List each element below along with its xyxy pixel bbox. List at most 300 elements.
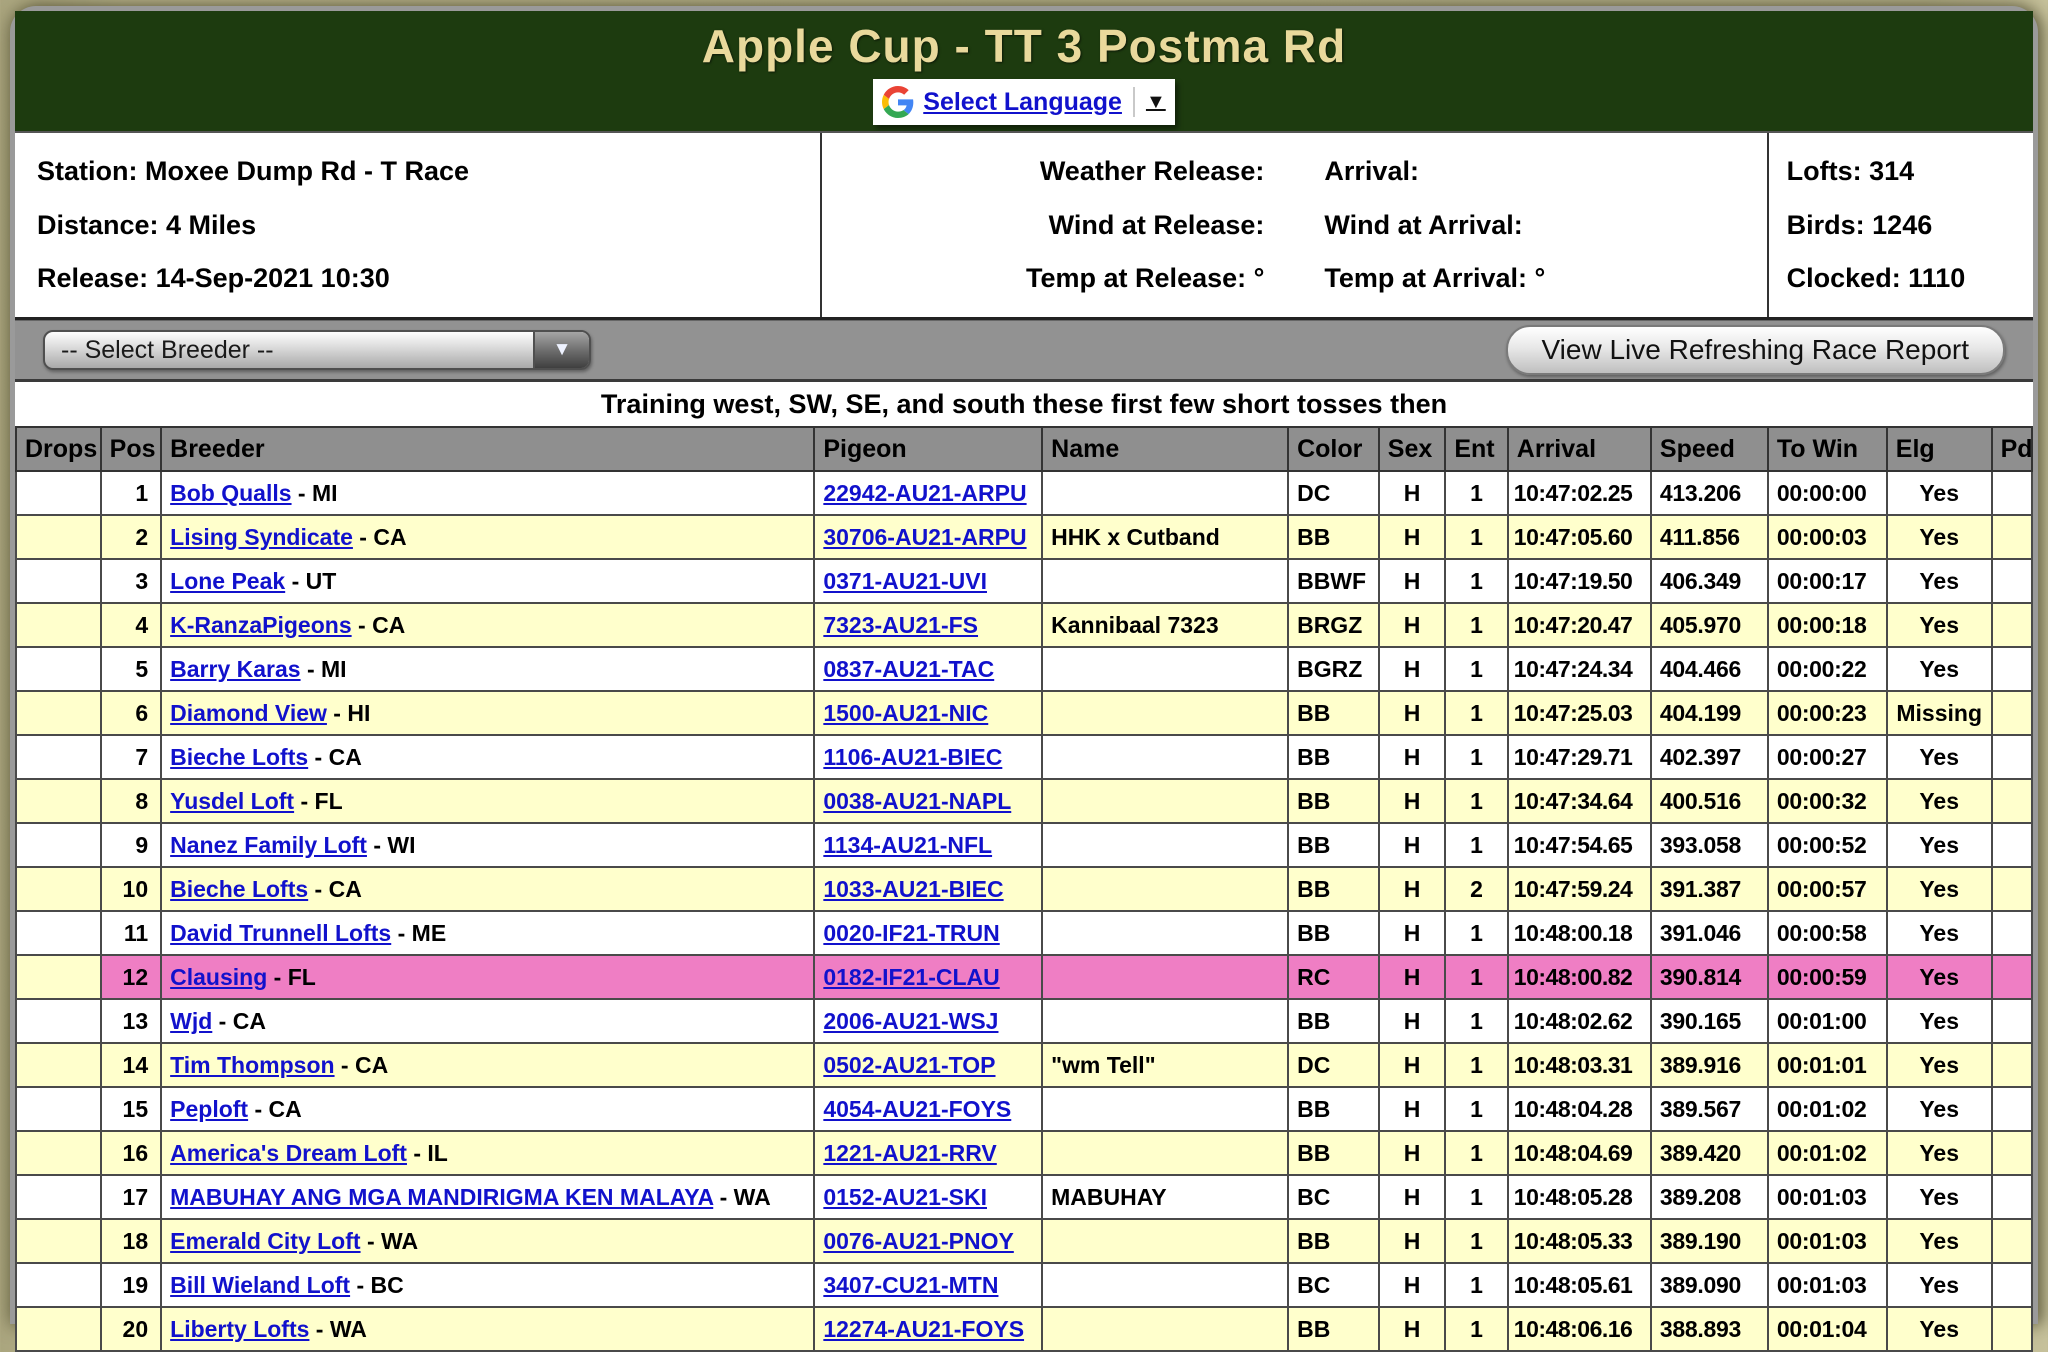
cell-ent: 1 <box>1445 691 1507 735</box>
cell-name <box>1042 911 1288 955</box>
cell-breeder <box>161 867 814 911</box>
cell-ent: 1 <box>1445 823 1507 867</box>
cell-elg: Yes <box>1887 515 1992 559</box>
cell-sex: H <box>1379 1043 1446 1087</box>
cell-color: BB <box>1288 1087 1379 1131</box>
cell-color: BGRZ <box>1288 647 1379 691</box>
breeder-link[interactable]: Clausing <box>170 963 268 990</box>
cell-pigeon <box>814 1263 1042 1307</box>
cell-pd <box>1992 999 2032 1043</box>
table-row <box>16 779 2032 823</box>
cell-drops <box>16 1131 101 1175</box>
cell-speed: 393.058 <box>1651 823 1768 867</box>
breeder-link[interactable]: Bieche Lofts <box>170 875 309 902</box>
cell-ent: 1 <box>1445 1087 1507 1131</box>
cell-pigeon <box>814 955 1042 999</box>
cell-name <box>1042 823 1288 867</box>
pigeon-link[interactable]: 0020-IF21-TRUN <box>823 919 1000 946</box>
station-info-panel <box>15 133 822 317</box>
cell-pigeon <box>814 647 1042 691</box>
cell-pd <box>1992 647 2032 691</box>
cell-name <box>1042 735 1288 779</box>
cell-breeder <box>161 1087 814 1131</box>
cell-pigeon <box>814 1043 1042 1087</box>
cell-color: BB <box>1288 1131 1379 1175</box>
breeder-link[interactable]: Lising Syndicate <box>170 523 353 550</box>
breeder-state: - WA <box>713 1183 771 1210</box>
cell-towin: 00:01:03 <box>1768 1219 1887 1263</box>
cell-drops <box>16 823 101 867</box>
breeder-state: - CA <box>212 1007 266 1034</box>
cell-towin: 00:00:23 <box>1768 691 1887 735</box>
cell-arrival: 10:47:59.24 <box>1508 867 1651 911</box>
cell-drops <box>16 1263 101 1307</box>
cell-sex: H <box>1379 515 1446 559</box>
cell-pigeon <box>814 779 1042 823</box>
table-row <box>16 1087 2032 1131</box>
cell-breeder <box>161 911 814 955</box>
cell-breeder <box>161 1263 814 1307</box>
breeder-link[interactable]: Bob Qualls <box>170 479 292 506</box>
cell-ent: 1 <box>1445 559 1507 603</box>
cell-elg: Yes <box>1887 735 1992 779</box>
table-row <box>16 911 2032 955</box>
breeder-state: - WA <box>360 1227 419 1254</box>
breeder-link[interactable]: Wjd <box>170 1007 213 1034</box>
cell-name <box>1042 1087 1288 1131</box>
cell-speed: 402.397 <box>1651 735 1768 779</box>
cell-color: BB <box>1288 1219 1379 1263</box>
pigeon-link[interactable]: 30706-AU21-ARPU <box>823 523 1027 550</box>
table-row <box>16 1263 2032 1307</box>
results-tbody <box>16 471 2032 1351</box>
cell-name <box>1042 1219 1288 1263</box>
col-header-towin: To Win <box>1768 427 1887 471</box>
table-row <box>16 1175 2032 1219</box>
cell-arrival: 10:47:24.34 <box>1508 647 1651 691</box>
select-dropdown-arrow-icon[interactable]: ▼ <box>533 332 589 368</box>
cell-sex: H <box>1379 1263 1446 1307</box>
breeder-state: - FL <box>294 787 343 814</box>
cell-sex: H <box>1379 471 1446 515</box>
cell-speed: 404.466 <box>1651 647 1768 691</box>
col-header-pd: Pd <box>1992 427 2032 471</box>
cell-pos: 18 <box>101 1219 161 1263</box>
cell-sex: H <box>1379 999 1446 1043</box>
pigeon-link[interactable]: 0371-AU21-UVI <box>823 567 987 594</box>
cell-speed: 389.420 <box>1651 1131 1768 1175</box>
table-row <box>16 867 2032 911</box>
cell-speed: 405.970 <box>1651 603 1768 647</box>
cell-breeder <box>161 647 814 691</box>
cell-breeder <box>161 999 814 1043</box>
cell-towin: 00:00:27 <box>1768 735 1887 779</box>
cell-name <box>1042 1307 1288 1351</box>
cell-pd <box>1992 559 2032 603</box>
breeder-state: - CA <box>308 875 362 902</box>
cell-arrival: 10:47:02.25 <box>1508 471 1651 515</box>
breeder-link[interactable]: Yusdel Loft <box>170 787 295 814</box>
col-header-name: Name <box>1042 427 1288 471</box>
weather-arrival-label: Arrival: <box>1324 155 1419 186</box>
col-header-color: Color <box>1288 427 1379 471</box>
pigeon-link[interactable]: 0038-AU21-NAPL <box>823 787 1012 814</box>
pigeon-link[interactable]: 0502-AU21-TOP <box>823 1051 996 1078</box>
cell-pigeon <box>814 1307 1042 1351</box>
cell-pd <box>1992 603 2032 647</box>
breeder-link[interactable]: Peploft <box>170 1095 249 1122</box>
cell-color: BC <box>1288 1263 1379 1307</box>
view-live-report-button[interactable] <box>1506 325 2005 375</box>
cell-ent: 1 <box>1445 779 1507 823</box>
cell-towin: 00:00:03 <box>1768 515 1887 559</box>
cell-ent: 1 <box>1445 999 1507 1043</box>
cell-pigeon <box>814 559 1042 603</box>
cell-ent: 1 <box>1445 1219 1507 1263</box>
cell-pigeon <box>814 867 1042 911</box>
cell-elg: Yes <box>1887 647 1992 691</box>
pigeon-link[interactable]: 1221-AU21-RRV <box>823 1139 997 1166</box>
cell-towin: 00:01:03 <box>1768 1263 1887 1307</box>
cell-arrival: 10:48:00.82 <box>1508 955 1651 999</box>
col-header-pos: Pos <box>101 427 161 471</box>
cell-color: BB <box>1288 691 1379 735</box>
cell-arrival: 10:48:04.28 <box>1508 1087 1651 1131</box>
breeder-state: - CA <box>308 743 362 770</box>
pigeon-link[interactable]: 0837-AU21-TAC <box>823 655 995 682</box>
cell-color: BB <box>1288 1307 1379 1351</box>
cell-name: "wm Tell" <box>1042 1043 1288 1087</box>
cell-speed: 406.349 <box>1651 559 1768 603</box>
breeder-state: - MI <box>291 479 338 506</box>
cell-ent: 1 <box>1445 603 1507 647</box>
cell-pos: 9 <box>101 823 161 867</box>
table-row <box>16 603 2032 647</box>
cell-elg: Missing <box>1887 691 1992 735</box>
cell-pigeon <box>814 999 1042 1043</box>
table-row <box>16 1043 2032 1087</box>
cell-color: BBWF <box>1288 559 1379 603</box>
cell-sex: H <box>1379 1087 1446 1131</box>
cell-pd <box>1992 515 2032 559</box>
breeder-state: - CA <box>352 523 407 550</box>
cell-arrival: 10:48:06.16 <box>1508 1307 1651 1351</box>
cell-arrival: 10:47:19.50 <box>1508 559 1651 603</box>
cell-speed: 391.387 <box>1651 867 1768 911</box>
cell-drops <box>16 735 101 779</box>
breeder-state: - CA <box>248 1095 302 1122</box>
cell-towin: 00:00:32 <box>1768 779 1887 823</box>
breeder-link[interactable]: Lone Peak <box>170 567 286 594</box>
cell-speed: 390.165 <box>1651 999 1768 1043</box>
cell-sex: H <box>1379 867 1446 911</box>
results-table <box>15 426 2033 1352</box>
cell-arrival: 10:47:20.47 <box>1508 603 1651 647</box>
cell-drops <box>16 559 101 603</box>
col-header-sex: Sex <box>1379 427 1446 471</box>
breeder-select-value: -- Select Breeder -- <box>61 335 274 364</box>
breeder-state: - MI <box>300 655 347 682</box>
cell-color: BB <box>1288 911 1379 955</box>
cell-arrival: 10:48:03.31 <box>1508 1043 1651 1087</box>
pigeon-link[interactable]: 1033-AU21-BIEC <box>823 875 1004 902</box>
cell-pigeon <box>814 735 1042 779</box>
temp-release-label: Temp at Release: ° <box>1026 263 1265 294</box>
pigeon-link[interactable]: 1134-AU21-NFL <box>823 831 993 858</box>
cell-pd <box>1992 1043 2032 1087</box>
cell-pigeon <box>814 911 1042 955</box>
cell-ent: 1 <box>1445 515 1507 559</box>
pigeon-link[interactable]: 22942-AU21-ARPU <box>823 479 1027 506</box>
breeder-link[interactable]: K-RanzaPigeons <box>170 611 352 638</box>
cell-drops <box>16 1219 101 1263</box>
cell-name <box>1042 955 1288 999</box>
cell-speed: 400.516 <box>1651 779 1768 823</box>
clocked-count: Clocked: 1110 <box>1786 263 1966 294</box>
cell-elg: Yes <box>1887 559 1992 603</box>
breeder-link[interactable]: Nanez Family Loft <box>170 831 367 858</box>
cell-pd <box>1992 1307 2032 1351</box>
cell-color: BB <box>1288 867 1379 911</box>
translate-dropdown-arrow-icon[interactable]: ▼ <box>1145 90 1166 113</box>
cell-pos: 14 <box>101 1043 161 1087</box>
cell-drops <box>16 647 101 691</box>
breeder-link[interactable]: MABUHAY ANG MGA MANDIRIGMA KEN MALAYA <box>170 1183 714 1210</box>
breeder-link[interactable]: America's Dream Loft <box>170 1139 407 1166</box>
cell-drops <box>16 779 101 823</box>
cell-breeder <box>161 515 814 559</box>
cell-name <box>1042 471 1288 515</box>
table-row <box>16 691 2032 735</box>
cell-speed: 389.190 <box>1651 1219 1768 1263</box>
cell-towin: 00:01:02 <box>1768 1087 1887 1131</box>
view-live-report-label: View Live Refreshing Race Report <box>1541 334 1969 365</box>
cell-pd <box>1992 1219 2032 1263</box>
cell-drops <box>16 867 101 911</box>
cell-towin: 00:01:02 <box>1768 1131 1887 1175</box>
cell-name <box>1042 691 1288 735</box>
breeder-link[interactable]: Diamond View <box>170 699 327 726</box>
table-row <box>16 999 2032 1043</box>
table-row <box>16 1131 2032 1175</box>
select-language-link[interactable]: Select Language <box>923 87 1122 116</box>
cell-sex: H <box>1379 603 1446 647</box>
cell-pigeon <box>814 1131 1042 1175</box>
cell-color: BB <box>1288 823 1379 867</box>
cell-pos: 15 <box>101 1087 161 1131</box>
cell-ent: 1 <box>1445 735 1507 779</box>
breeder-link[interactable]: David Trunnell Lofts <box>170 919 392 946</box>
cell-drops <box>16 1087 101 1131</box>
table-row <box>16 1219 2032 1263</box>
col-header-arrival: Arrival <box>1508 427 1651 471</box>
cell-drops <box>16 603 101 647</box>
cell-name <box>1042 999 1288 1043</box>
cell-speed: 389.090 <box>1651 1263 1768 1307</box>
pigeon-link[interactable]: 4054-AU21-FOYS <box>823 1095 1012 1122</box>
cell-speed: 404.199 <box>1651 691 1768 735</box>
cell-sex: H <box>1379 1131 1446 1175</box>
table-row <box>16 471 2032 515</box>
cell-elg: Yes <box>1887 1131 1992 1175</box>
banner <box>15 11 2033 131</box>
breeder-link[interactable]: Liberty Lofts <box>170 1315 310 1342</box>
cell-pos: 16 <box>101 1131 161 1175</box>
google-translate-widget[interactable] <box>873 79 1175 125</box>
cell-breeder <box>161 603 814 647</box>
table-row <box>16 955 2032 999</box>
table-row <box>16 559 2032 603</box>
cell-pd <box>1992 1087 2032 1131</box>
cell-drops <box>16 471 101 515</box>
cell-sex: H <box>1379 955 1446 999</box>
cell-color: DC <box>1288 471 1379 515</box>
cell-name: MABUHAY <box>1042 1175 1288 1219</box>
cell-elg: Yes <box>1887 823 1992 867</box>
col-header-elg: Elg <box>1887 427 1992 471</box>
table-row <box>16 515 2032 559</box>
cell-arrival: 10:48:02.62 <box>1508 999 1651 1043</box>
cell-pd <box>1992 1263 2032 1307</box>
cell-elg: Yes <box>1887 867 1992 911</box>
pigeon-link[interactable]: 0182-IF21-CLAU <box>823 963 1000 990</box>
cell-towin: 00:00:57 <box>1768 867 1887 911</box>
cell-name <box>1042 1263 1288 1307</box>
pigeon-link[interactable]: 3407-CU21-MTN <box>823 1271 999 1298</box>
cell-elg: Yes <box>1887 999 1992 1043</box>
cell-breeder <box>161 1043 814 1087</box>
cell-name <box>1042 559 1288 603</box>
cell-speed: 389.916 <box>1651 1043 1768 1087</box>
cell-pigeon <box>814 515 1042 559</box>
breeder-state: - BC <box>350 1271 404 1298</box>
cell-color: RC <box>1288 955 1379 999</box>
birds-count: Birds: 1246 <box>1786 209 1933 240</box>
cell-drops <box>16 515 101 559</box>
breeder-state: - WI <box>366 831 416 858</box>
cell-sex: H <box>1379 1307 1446 1351</box>
race-info-strip <box>15 131 2033 320</box>
cell-arrival: 10:47:34.64 <box>1508 779 1651 823</box>
cell-elg: Yes <box>1887 1219 1992 1263</box>
cell-speed: 389.208 <box>1651 1175 1768 1219</box>
cell-towin: 00:00:18 <box>1768 603 1887 647</box>
cell-pigeon <box>814 1175 1042 1219</box>
cell-speed: 390.814 <box>1651 955 1768 999</box>
pigeon-link[interactable]: 0076-AU21-PNOY <box>823 1227 1014 1254</box>
cell-sex: H <box>1379 647 1446 691</box>
cell-breeder <box>161 779 814 823</box>
cell-color: BRGZ <box>1288 603 1379 647</box>
cell-towin: 00:00:59 <box>1768 955 1887 999</box>
cell-pd <box>1992 823 2032 867</box>
pigeon-link[interactable]: 12274-AU21-FOYS <box>823 1315 1025 1342</box>
cell-pos: 19 <box>101 1263 161 1307</box>
breeder-link[interactable]: Barry Karas <box>170 655 301 682</box>
cell-sex: H <box>1379 735 1446 779</box>
cell-elg: Yes <box>1887 1087 1992 1131</box>
cell-pos: 17 <box>101 1175 161 1219</box>
pigeon-link[interactable]: 1500-AU21-NIC <box>823 699 989 726</box>
toolbar <box>15 320 2033 382</box>
stats-panel <box>1769 133 2033 317</box>
pigeon-link[interactable]: 7323-AU21-FS <box>823 611 979 638</box>
cell-pigeon <box>814 1219 1042 1263</box>
breeder-link[interactable]: Bieche Lofts <box>170 743 309 770</box>
cell-arrival: 10:47:25.03 <box>1508 691 1651 735</box>
cell-arrival: 10:47:05.60 <box>1508 515 1651 559</box>
station-line: Station: Moxee Dump Rd - T Race <box>37 155 470 186</box>
cell-sex: H <box>1379 779 1446 823</box>
cell-pd <box>1992 735 2032 779</box>
cell-ent: 1 <box>1445 1307 1507 1351</box>
cell-elg: Yes <box>1887 1307 1992 1351</box>
breeder-link[interactable]: Tim Thompson <box>170 1051 335 1078</box>
cell-speed: 389.567 <box>1651 1087 1768 1131</box>
cell-ent: 1 <box>1445 1131 1507 1175</box>
cell-pos: 20 <box>101 1307 161 1351</box>
cell-speed: 388.893 <box>1651 1307 1768 1351</box>
col-header-breeder: Breeder <box>161 427 814 471</box>
cell-pos: 4 <box>101 603 161 647</box>
cell-towin: 00:01:01 <box>1768 1043 1887 1087</box>
cell-pd <box>1992 471 2032 515</box>
cell-pigeon <box>814 603 1042 647</box>
training-notice <box>15 382 2033 426</box>
table-header-row <box>16 427 2032 471</box>
col-header-drops: Drops <box>16 427 101 471</box>
cell-pd <box>1992 867 2032 911</box>
cell-arrival: 10:48:05.33 <box>1508 1219 1651 1263</box>
cell-ent: 1 <box>1445 1043 1507 1087</box>
cell-ent: 2 <box>1445 867 1507 911</box>
breeder-link[interactable]: Bill Wieland Loft <box>170 1271 351 1298</box>
cell-ent: 1 <box>1445 647 1507 691</box>
cell-towin: 00:00:17 <box>1768 559 1887 603</box>
cell-color: BB <box>1288 515 1379 559</box>
wind-arrival-label: Wind at Arrival: <box>1324 209 1523 240</box>
cell-sex: H <box>1379 691 1446 735</box>
cell-arrival: 10:48:05.61 <box>1508 1263 1651 1307</box>
cell-breeder <box>161 1175 814 1219</box>
breeder-link[interactable]: Emerald City Loft <box>170 1227 361 1254</box>
cell-pd <box>1992 955 2032 999</box>
cell-ent: 1 <box>1445 471 1507 515</box>
cell-breeder <box>161 955 814 999</box>
col-header-ent: Ent <box>1445 427 1507 471</box>
cell-speed: 411.856 <box>1651 515 1768 559</box>
cell-breeder <box>161 823 814 867</box>
cell-pos: 3 <box>101 559 161 603</box>
pigeon-link[interactable]: 1106-AU21-BIEC <box>823 743 1003 770</box>
cell-sex: H <box>1379 1219 1446 1263</box>
breeder-state: - UT <box>285 567 337 594</box>
cell-ent: 1 <box>1445 955 1507 999</box>
cell-sex: H <box>1379 1175 1446 1219</box>
pigeon-link[interactable]: 2006-AU21-WSJ <box>823 1007 999 1034</box>
breeder-select[interactable] <box>43 330 591 370</box>
cell-drops <box>16 999 101 1043</box>
weather-release-label: Weather Release: <box>1039 155 1265 186</box>
cell-towin: 00:00:00 <box>1768 471 1887 515</box>
cell-arrival: 10:47:29.71 <box>1508 735 1651 779</box>
cell-pos: 13 <box>101 999 161 1043</box>
cell-breeder <box>161 735 814 779</box>
pigeon-link[interactable]: 0152-AU21-SKI <box>823 1183 987 1210</box>
google-logo-icon <box>882 86 914 118</box>
cell-pd <box>1992 779 2032 823</box>
cell-drops <box>16 1175 101 1219</box>
